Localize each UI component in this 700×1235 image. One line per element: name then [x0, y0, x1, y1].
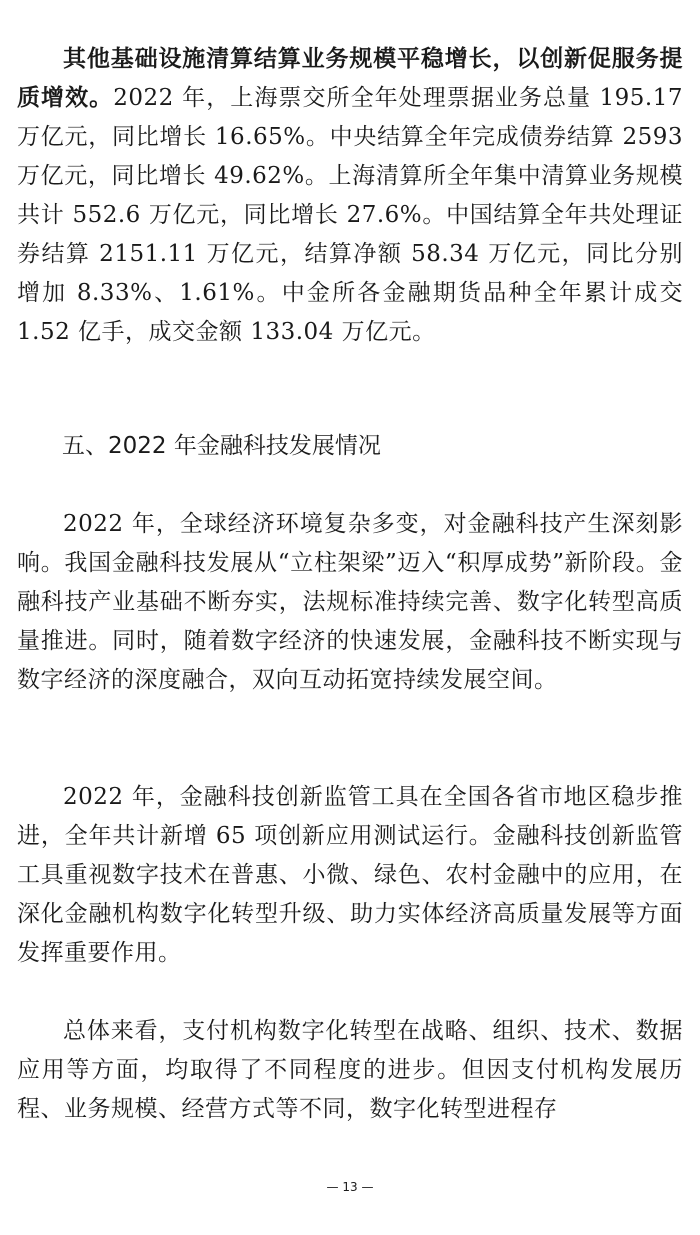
paragraph-regulatory-tools: 2022 年，金融科技创新监管工具在全国各省市地区稳步推进，全年共计新增 65 项创新应用测试运行。金融科技创新监管工具重视数字技术在普惠、小微、绿色、农村金融中的应用，在深化金融机构数字化转型升级、助力实体经济高质量发展等方面发挥重要作用。	[17, 784, 683, 966]
paragraph-lead-bold: 其他基础设施清算结算业务规模平稳增长，以创新促服务提质增效。	[17, 46, 683, 111]
section-heading: 五、2022 年金融科技发展情况	[62, 433, 381, 459]
paragraph-infrastructure-clearing	[17, 40, 683, 352]
page-number: — 13 —	[326, 1180, 374, 1194]
paragraph-body-text: 2022 年，上海票交所全年处理票据业务总量 195.17 万亿元，同比增长 16.65%。中央结算全年完成债券结算 2593 万亿元，同比增长 49.62%。上海清算所全年集中清算业务规模共计 552.6 万亿元，同比增长 27.6%。中国结算全年共处理证券结算 2151.11 万亿元，结算净额 58.34 万亿元，同比分别增加 8.33%、1.61%。中金所各金融期货品种全年累计成交 1.52 亿手，成交金额 133.04 万亿元。	[17, 85, 684, 345]
paragraph-fintech-overview: 2022 年，全球经济环境复杂多变，对金融科技产生深刻影响。我国金融科技发展从“立柱架梁”迈入“积厚成势”新阶段。金融科技产业基础不断夯实，法规标准持续完善、数字化转型高质量推进。同时，随着数字经济的快速发展，金融科技不断实现与数字经济的深度融合，双向互动拓宽持续发展空间。	[17, 511, 683, 693]
paragraph-payment-digitalization: 总体来看，支付机构数字化转型在战略、组织、技术、数据应用等方面，均取得了不同程度的进步。但因支付机构发展历程、业务规模、经营方式等不同，数字化转型进程存	[17, 1018, 683, 1122]
